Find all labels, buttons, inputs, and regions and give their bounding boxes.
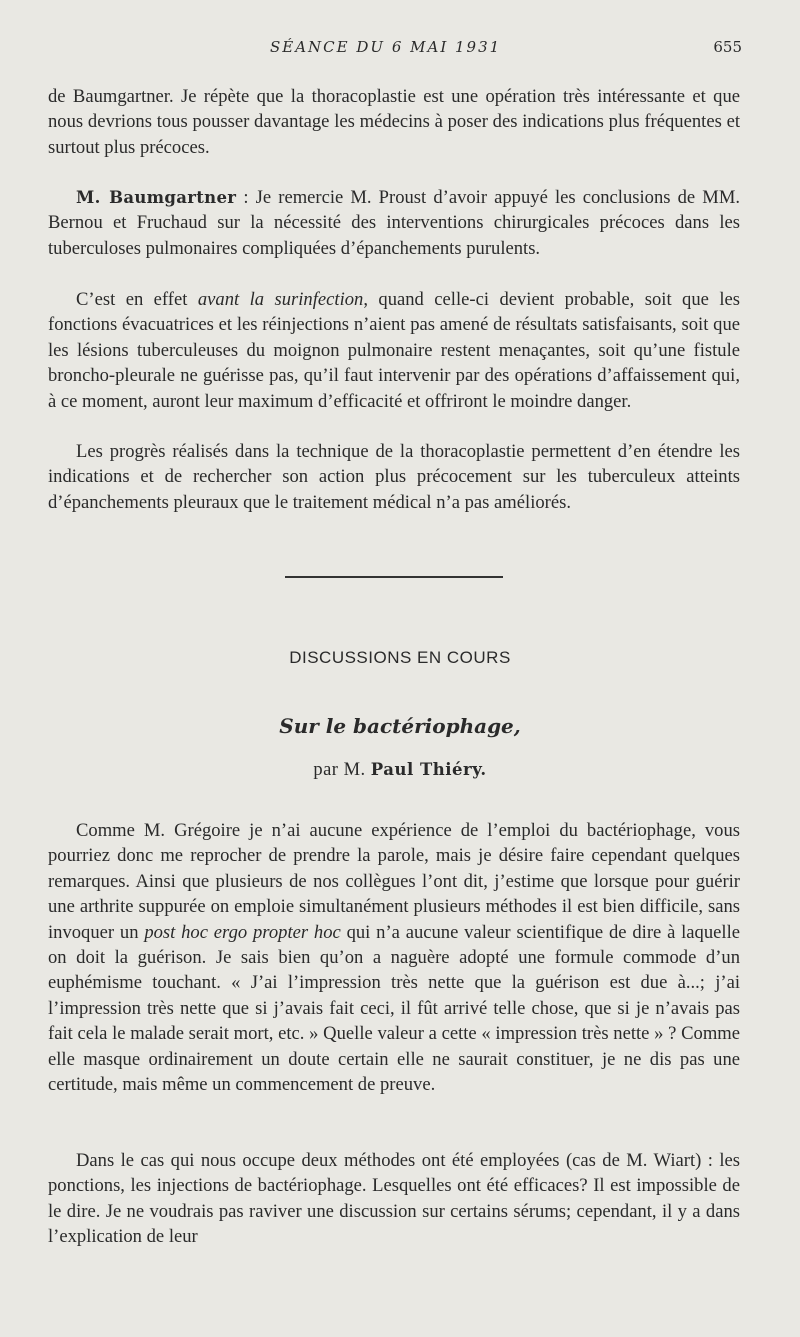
section-heading: DISCUSSIONS EN COURS — [289, 648, 511, 667]
byline — [0, 760, 800, 781]
paragraph-5-lead: Comme M. Grégoire je n’ai aucune expérience de l’emploi du bactériophage, vous pourriez donc me reprocher de prendre la parole, mais je désire faire cependant quelques remarques. Ainsi que plusieurs de nos collègues l’ont dit, j’estime que lorsque pour guérir une arthrite suppurée on emploie simultanément plusieurs méthodes il est bien difficile, sans invoquer un — [48, 820, 740, 943]
byline-prefix: par M. — [313, 760, 371, 780]
paragraph-2 — [48, 185, 740, 261]
paragraph-5-rest: qui n’a aucune valeur scientifique de dire à laquelle on doit la guérison. Je sais bien qu’on a naguère adopté une formule commode d’un euphémisme touchant. « J’ai l’impression très nette que la guérison est due à...; j’ai l’impression très nette que si j’avais fait ceci, il fût arrivé telle chose, que si je n’avais pas fait cela le malade serait mort, etc. » Quelle valeur a cette « impression très nette » ? Comme elle masque ordinairement un doute certain elle ne saurait constituer, je ne dis pas une certitude, mais même un commencement de preuve. — [48, 921, 740, 1096]
paragraph-1: de Baumgartner. Je répète que la thoracoplastie est une opération très intéressante et que nous devrions tous pousser davantage les médecins à poser des indications plus fréquentes et surtout plus précoces. — [48, 86, 740, 158]
speaker-name: M. Baumgartner — [76, 188, 237, 207]
author-name: Paul Thiéry. — [370, 760, 487, 779]
header-title: SÉANCE DU 6 MAI 1931 — [270, 38, 502, 56]
article-title: Sur le bactériophage, — [279, 714, 521, 738]
paragraph-3-rest: , quand celle-ci devient probable, soit que les fonctions évacuatrices et les réinjections n’aient pas amené de résultats satisfaisants, soit que les lésions tuberculeuses du moignon pulmonaire restent menaçantes, soit qu’une fistule broncho-pleurale ne guérisse pas, qu’il faut intervenir par des opérations d’affaissement qui, à ce moment, auront leur maximum d’efficacité et offriront le moindre danger. — [48, 289, 740, 412]
paragraph-3 — [48, 287, 740, 414]
running-header — [0, 38, 800, 60]
paragraph-5-italic: post hoc ergo propter hoc — [144, 921, 341, 943]
paragraph-5 — [48, 818, 740, 1097]
paragraph-4: Les progrès réalisés dans la technique de la thoracoplastie permettent d’en étendre les indications et de rechercher son action plus précocement sur les tuberculeux atteints d’épanchements pleuraux que le traitement médical n’a pas améliorés. — [48, 441, 740, 513]
paragraph-3-italic: avant la surinfection — [197, 289, 364, 310]
paragraph-6: Dans le cas qui nous occupe deux méthodes ont été employées (cas de M. Wiart) : les ponctions, les injections de bactériophage. Lesquelles ont été efficaces? Il est impossible de le dire. Je ne voudrais pas raviver une discussion sur certains sérums; cependant, il y a dans l’explication de leur — [48, 1150, 740, 1248]
paragraph-2-text: : Je remercie M. Proust d’avoir appuyé les conclusions de MM. Bernou et Fruchaud sur la nécessité des interventions chirurgicales précoces dans les tuberculoses pulmonaires compliquées d’épanchements purulents. — [48, 187, 740, 259]
paragraph-3-lead: C’est en effet — [76, 289, 198, 310]
section-divider — [285, 576, 503, 578]
page-number: 655 — [713, 38, 742, 56]
